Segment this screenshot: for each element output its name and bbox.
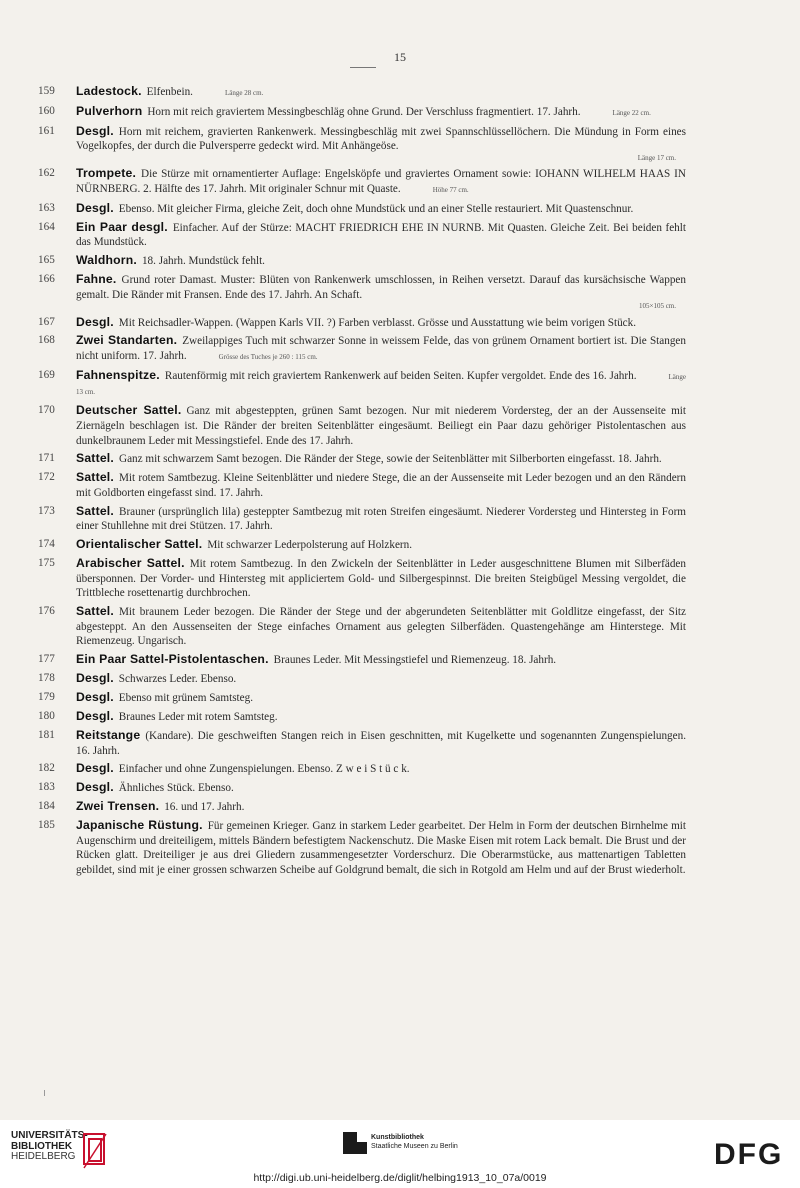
ub-heidelberg-wordmark (11, 1131, 88, 1163)
kunstbibliothek-line-1: Kunstbibliothek (371, 1134, 424, 1141)
catalog-entry (38, 253, 686, 269)
entry-description: Schwarzes Leder. Ebenso. (118, 673, 237, 686)
entry-description: Horn mit reich graviertem Messingbeschläg ohne Grund. Der Verschluss fragmentiert. 17. Jahrh. (147, 105, 581, 118)
entry-body (76, 124, 686, 163)
dfg-logo-text: DFG (714, 1138, 784, 1168)
entry-number: 175 (38, 557, 55, 570)
entry-number: 180 (38, 710, 55, 723)
entry-title: Ein Paar desgl. (76, 219, 168, 234)
dfg-logo-icon (714, 1138, 794, 1168)
entry-body (76, 84, 686, 101)
catalog-entry (38, 652, 686, 668)
catalog-entry (38, 780, 686, 796)
entry-body (76, 780, 686, 796)
kunstbibliothek-logo-icon (343, 1132, 367, 1154)
entry-description: Die Stürze mit ornamentierter Auflage: Engelsköpfe und graviertes Ornament sowie: IOHANN WILHELM HAAS IN NÜRNBERG. 2. Hälfte des 17. Jahrh. Mit originaler Schnur mit Quaste. (76, 168, 686, 195)
entry-number: 160 (38, 104, 55, 117)
margin-mark (44, 1090, 45, 1096)
entry-number: 168 (38, 334, 55, 347)
entry-body (76, 604, 686, 649)
ub-line-3: HEIDELBERG (11, 1151, 76, 1162)
entry-number: 185 (38, 819, 55, 832)
entry-measurement: Länge 28 cm. (224, 89, 264, 97)
entry-description: (Kandare). Die geschweiften Stangen reich in Eisen geschnitten, mit Kugelkette und sogenannten Zungenspielungen. 16. Jahrh. (76, 729, 686, 757)
catalog-entry (38, 84, 686, 101)
entry-title: Waldhorn. (76, 253, 137, 268)
entry-number: 176 (38, 605, 55, 618)
catalog-entries (38, 84, 686, 881)
entry-title: Deutscher Sattel. (76, 403, 182, 418)
entry-number: 182 (38, 762, 55, 775)
entry-description: Mit rotem Samtbezug. In den Zwickeln der Seitenblätter in Leder ausgeschnittene Blumen mit Silberfäden übersponnen. Der Vorder- und Hintersteg mit appliciertem Gold- und Silbergespinnst. Die breiten Steigbügel Messing vergoldet, die Trittbleche rosettenartig durchbrochen. (76, 558, 686, 600)
entry-description: Mit schwarzer Lederpolsterung auf Holzkern. (207, 539, 413, 552)
catalog-entry (38, 333, 686, 364)
entry-title: Desgl. (76, 761, 114, 776)
catalog-entry (38, 368, 686, 400)
entry-body (76, 556, 686, 601)
entry-body (76, 671, 686, 687)
entry-measurement: Länge 17 cm. (637, 153, 676, 162)
entry-title: Trompete. (76, 166, 137, 181)
entry-measurement: 105×105 cm. (639, 302, 676, 311)
catalog-entry (38, 799, 686, 815)
entry-body (76, 504, 686, 534)
entry-body (76, 333, 686, 364)
entry-title: Orientalischer Sattel. (76, 537, 203, 552)
entry-body (76, 253, 686, 269)
entry-measurement: Länge 13 cm. (76, 372, 686, 397)
entry-number: 173 (38, 504, 55, 517)
entry-body (76, 368, 686, 400)
entry-number: 170 (38, 404, 55, 417)
catalog-entry (38, 761, 686, 777)
catalog-entry (38, 201, 686, 217)
entry-title: Arabischer Sattel. (76, 556, 185, 571)
entry-measurement: Grösse des Tuches je 260 : 115 cm. (218, 352, 318, 361)
catalog-entry (38, 556, 686, 601)
entry-description: Ebenso. Mit gleicher Firma, gleiche Zeit, doch ohne Mundstück und an einer Stelle restauriert. Mit Quastenschnur. (118, 202, 634, 215)
catalog-entry (38, 124, 686, 163)
entry-number: 171 (38, 452, 55, 465)
entry-title: Ein Paar Sattel-Pistolentaschen. (76, 652, 269, 667)
entry-description: Zweilappiges Tuch mit schwarzer Sonne in weissem Felde, das von grünem Ornament bortiert ist. Die Stangen nicht uniform. 17. Jahrh. (76, 335, 686, 362)
catalog-entry (38, 690, 686, 706)
entry-body (76, 315, 686, 331)
entry-description: Mit rotem Samtbezug. Kleine Seitenblätter und niedere Stege, die an der Aussenseite mit Leder bezogen und an den Rändern mit Goldborten eingefasst sind. 17. Jahrh. (76, 472, 686, 499)
entry-number: 179 (38, 691, 55, 704)
kunstbibliothek-line-2: Staatliche Museen zu Berlin (371, 1143, 458, 1150)
entry-description: Mit Reichsadler-Wappen. (Wappen Karls VII. ?) Farben verblasst. Grösse und Ausstattung wie beim vorigen Stück. (118, 316, 637, 329)
entry-number: 174 (38, 538, 55, 551)
entry-body (76, 799, 686, 815)
catalog-entry (38, 272, 686, 311)
ub-heidelberg-logo-icon (80, 1130, 110, 1172)
entry-body (76, 166, 686, 197)
footer-bar (0, 1120, 800, 1188)
entry-title: Reitstange (76, 727, 141, 742)
entry-title: Sattel. (76, 604, 114, 619)
entry-body (76, 709, 686, 725)
entry-description: Für gemeinen Krieger. Ganz in starkem Leder gearbeitet. Der Helm in Form der deutschen Birnhelme mit Augenschirm und dreiteiligem, mittels Bändern befestigtem Nackenschutz. Die Maske Eisen mit rotem Lack bemalt. Die Brust und der Rücken glatt. Dreiteiliger je aus drei Gliedern zusammengesetzter Vorderschurz. Die Oberarmstücke, aus mattenartigen Tabletten gebildet, sind mit je einer grossen schwarzen Scheibe auf Goldgrund bemalt, die sich in Rotgold am Helm und auf der Brust wiederholt. (76, 820, 686, 876)
catalog-entry (38, 504, 686, 534)
entry-number: 181 (38, 728, 55, 741)
entry-title: Desgl. (76, 690, 114, 705)
entry-title: Desgl. (76, 780, 114, 795)
entry-number: 172 (38, 471, 55, 484)
entry-title: Zwei Standarten. (76, 333, 178, 348)
page-number-rule (350, 67, 376, 68)
entry-number: 178 (38, 672, 55, 685)
catalog-entry (38, 220, 686, 250)
catalog-entry (38, 709, 686, 725)
entry-number: 165 (38, 254, 55, 267)
entry-description: Horn mit reichem, gravierten Rankenwerk. Messingbeschläg mit zwei Spannschlüssellöchern. Die Mündung in Form eines Vogelkopfes, der durch die Pulversperre gedeckt wird. Mit Anhängeöse. (76, 125, 686, 153)
entry-title: Desgl. (76, 671, 114, 686)
entry-description: Elfenbein. (146, 86, 193, 98)
entry-measurement: Länge 22 cm. (612, 108, 651, 117)
entry-body (76, 272, 686, 311)
catalog-entry (38, 470, 686, 500)
entry-number: 167 (38, 315, 55, 328)
entry-description: Ebenso mit grünem Samtsteg. (118, 692, 254, 705)
entry-title: Fahne. (76, 272, 117, 287)
catalog-entry (38, 166, 686, 197)
page-number: 15 (394, 50, 406, 64)
entry-number: 184 (38, 800, 55, 813)
entry-body (76, 220, 686, 250)
entry-description: Brauner (ursprünglich lila) gesteppter Samtbezug mit roten Streifen eingesäumt. Niederer Vordersteg und Hintersteg in Form einer Stuhllehne mit drei Stützen. 17. Jahrh. (76, 505, 686, 533)
entry-title: Ladestock. (76, 84, 142, 98)
ub-line-2: BIBLIOTHEK (11, 1140, 73, 1152)
entry-body (76, 818, 686, 877)
entry-title: Sattel. (76, 503, 114, 518)
entry-number: 162 (38, 167, 55, 180)
entry-title: Pulverhorn (76, 103, 143, 118)
entry-number: 169 (38, 368, 55, 381)
entry-body (76, 690, 686, 706)
catalog-entry (38, 451, 686, 467)
entry-description: Ganz mit abgesteppten, grünen Samt bezogen. Nur mit niederem Vordersteg, der an der Aussenseite mit Ziernägeln beschlagen ist. Die Ränder der breiten Seitenblätter eingesäumt. Beiliegt ein Paar dazu gehöriger Pistolentaschen aus dunkelbraunem Leder mit Messingstiefel. Ende des 17. Jahrh. (76, 405, 686, 447)
entry-number: 164 (38, 220, 55, 233)
entry-body (76, 451, 686, 467)
entry-title: Sattel. (76, 470, 114, 485)
entry-description: Einfacher. Auf der Stürze: MACHT FRIEDRICH EHE IN NURNB. Mit Quasten. Gleiche Zeit. Bei beiden fehlt das Mundstück. (76, 221, 686, 249)
entry-measurement: Höhe 77 cm. (432, 185, 469, 194)
entry-title: Japanische Rüstung. (76, 818, 203, 833)
entry-title: Desgl. (76, 123, 114, 138)
entry-number: 159 (38, 85, 55, 97)
entry-title: Fahnenspitze. (76, 367, 160, 382)
entry-number: 163 (38, 201, 55, 214)
entry-description: Ähnliches Stück. Ebenso. (118, 782, 234, 795)
entry-description: Ganz mit schwarzem Samt bezogen. Die Ränder der Stege, sowie der Seitenblätter mit Silberborten eingefasst. 18. Jahrh. (118, 453, 662, 466)
entry-title: Desgl. (76, 200, 114, 215)
source-url-link[interactable]: http://digi.ub.uni-heidelberg.de/diglit/helbing1913_10_07a/0019 (253, 1172, 547, 1184)
entry-title: Zwei Trensen. (76, 799, 160, 814)
entry-title: Desgl. (76, 709, 114, 724)
catalog-entry (38, 671, 686, 687)
catalog-entry (38, 537, 686, 553)
entry-description: Mit braunem Leder bezogen. Die Ränder der Stege und der abgerundeten Seitenblätter mit Goldlitze eingefasst, der Sitz abgesteppt. An den Aussenseiten der Stege einfaches Ornament aus gelegten Silberfäden. Quastengehänge am Hinterstege. Mit Riemenzeug. Ungarisch. (76, 606, 686, 648)
entry-description: 16. und 17. Jahrh. (164, 801, 245, 814)
entry-number: 161 (38, 124, 55, 137)
catalog-entry (38, 818, 686, 877)
entry-body (76, 104, 686, 121)
entry-body (76, 537, 686, 553)
entry-body (76, 470, 686, 500)
entry-body (76, 761, 686, 777)
catalog-entry (38, 104, 686, 121)
entry-description: Braunes Leder mit rotem Samtsteg. (118, 711, 278, 724)
entry-title: Sattel. (76, 451, 114, 466)
entry-body (76, 201, 686, 217)
catalog-entry (38, 604, 686, 649)
catalog-entry (38, 728, 686, 758)
entry-body (76, 728, 686, 758)
entry-body (76, 652, 686, 668)
entry-description: Grund roter Damast. Muster: Blüten von Rankenwerk umschlossen, in Reihen versetzt. Darauf das kursächsische Wappen gemalt. Die Ränder mit Fransen. Ende des 17. Jahrh. An Schaft. (76, 274, 686, 301)
kunstbibliothek-text (371, 1133, 458, 1151)
entry-description: Braunes Leder. Mit Messingstiefel und Riemenzeug. 18. Jahrh. (273, 654, 557, 667)
entry-description: Rautenförmig mit reich graviertem Rankenwerk auf beiden Seiten. Kupfer vergoldet. Ende des 16. Jahrh. (164, 369, 637, 382)
entry-description: 18. Jahrh. Mundstück fehlt. (141, 255, 265, 268)
entry-title: Desgl. (76, 314, 114, 329)
ub-line-1: UNIVERSITÄTS- (11, 1130, 88, 1141)
catalog-entry (38, 403, 686, 448)
entry-number: 166 (38, 273, 55, 286)
entry-description: Einfacher und ohne Zungenspielungen. Ebenso. Z w e i S t ü c k. (118, 763, 410, 776)
catalog-entry (38, 315, 686, 331)
entry-body (76, 403, 686, 448)
entry-number: 177 (38, 653, 55, 666)
entry-number: 183 (38, 781, 55, 794)
